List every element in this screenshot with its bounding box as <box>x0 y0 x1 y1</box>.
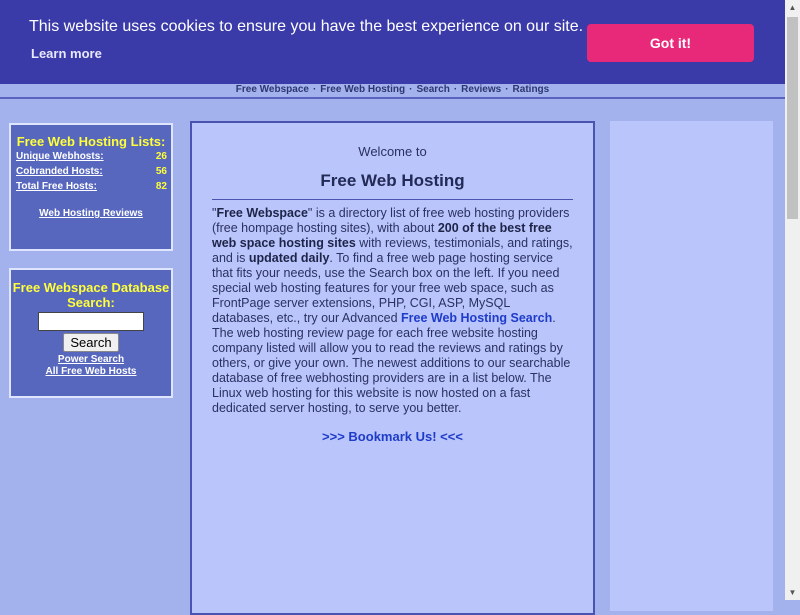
scrollbar-thumb[interactable] <box>787 17 798 219</box>
intro-bold: 200 of the best free web space hosting sites <box>212 221 552 250</box>
stat-row <box>14 181 168 196</box>
intro-bold: Free Webspace <box>216 206 308 220</box>
intro-text: " is a directory list of free web hosting providers (free hompage hosting sites), with about <box>212 206 570 235</box>
nav-reviews[interactable]: Reviews <box>461 84 502 95</box>
nav-separator: · <box>312 84 317 95</box>
top-nav <box>0 84 785 99</box>
divider <box>212 199 573 200</box>
total-free-hosts-count: 82 <box>155 181 167 192</box>
nav-free-web-hosting[interactable]: Free Web Hosting <box>320 84 406 95</box>
main-content <box>190 121 595 615</box>
intro-text: . The web hosting review page for each free website hosting company listed will allow you to read the reviews and ratings by others, or give your own. The newest additions to our searchable database of free webhosting providers are in a list below. The Linux web hosting for this website is now hosted on a fast dedicated server hosting, to serve you better. <box>212 311 571 415</box>
power-search-link[interactable]: Power Search <box>57 354 125 365</box>
cobranded-hosts-link[interactable]: Cobranded Hosts: <box>16 166 103 177</box>
hosting-lists-title: Free Web Hosting Lists: <box>16 134 166 149</box>
hosting-lists-box <box>9 123 173 251</box>
unique-webhosts-count: 26 <box>155 151 167 162</box>
right-column <box>610 121 773 611</box>
scroll-down-arrow-icon[interactable]: ▼ <box>788 588 797 597</box>
cookie-banner <box>0 0 785 84</box>
welcome-text: Welcome to <box>358 144 427 159</box>
cookie-message: This website uses cookies to ensure you have the best experience on our site. <box>29 18 584 35</box>
unique-webhosts-link[interactable]: Unique Webhosts: <box>16 151 104 162</box>
got-it-button[interactable]: Got it! <box>587 24 754 62</box>
stat-row <box>14 151 168 166</box>
nav-ratings[interactable]: Ratings <box>512 84 550 95</box>
advanced-search-link[interactable]: Free Web Hosting Search <box>401 311 553 325</box>
search-button[interactable]: Search <box>63 333 119 352</box>
scrollbar[interactable] <box>785 0 800 600</box>
nav-separator: · <box>409 84 413 95</box>
total-free-hosts-link[interactable]: Total Free Hosts: <box>16 181 97 192</box>
intro-paragraph <box>212 206 573 416</box>
learn-more-link[interactable]: Learn more <box>31 46 102 61</box>
nav-separator: · <box>505 84 509 95</box>
database-search-title: Free Webspace Database Search: <box>12 280 170 310</box>
web-hosting-reviews-link[interactable]: Web Hosting Reviews <box>39 208 143 219</box>
all-free-web-hosts-link[interactable]: All Free Web Hosts <box>45 366 137 377</box>
nav-separator: · <box>453 84 458 95</box>
intro-bold: updated daily <box>248 251 330 265</box>
nav-free-webspace[interactable]: Free Webspace <box>235 84 309 95</box>
stat-row <box>14 166 168 181</box>
intro-text: " <box>212 206 217 220</box>
cobranded-hosts-count: 56 <box>155 166 167 177</box>
scroll-up-arrow-icon[interactable]: ▲ <box>788 3 797 12</box>
bookmark-link[interactable]: >>> Bookmark Us! <<< <box>322 429 463 444</box>
intro-text: . To find a free web page hosting service that fits your needs, use the Search box on the left. If you need special web hosting features for your free web space, such as FrontPage server extensions, PHP, CGI, ASP, MySQL databases, etc., try our Advanced <box>212 251 560 325</box>
page-title: Free Web Hosting <box>320 171 465 190</box>
nav-search[interactable]: Search <box>416 84 450 95</box>
database-search-box <box>9 268 173 398</box>
intro-text: with reviews, testimonials, and ratings, and is <box>212 236 573 265</box>
search-input[interactable] <box>38 312 144 331</box>
